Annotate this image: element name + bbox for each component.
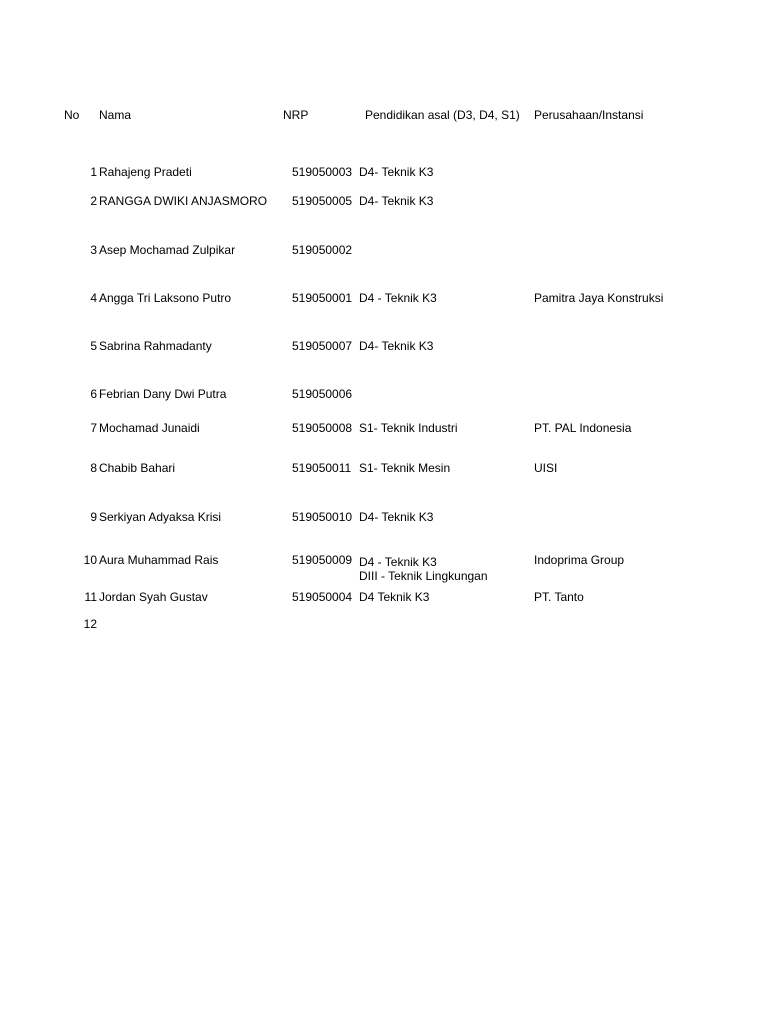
pendidikan-line: D4- Teknik K3: [359, 510, 434, 524]
row-nrp: 519050003: [292, 165, 353, 179]
row-perusahaan: Pamitra Jaya Konstruksi: [534, 291, 664, 305]
row-nrp: 519050010: [292, 510, 353, 524]
pendidikan-line: S1- Teknik Industri: [359, 421, 458, 435]
row-no: 5: [90, 339, 97, 353]
row-nrp: 519050004: [292, 590, 353, 604]
row-no: 8: [90, 461, 97, 475]
row-pendidikan: [359, 555, 488, 583]
row-nama: Febrian Dany Dwi Putra: [99, 387, 227, 401]
row-no: 12: [83, 617, 97, 631]
row-no: 4: [90, 291, 97, 305]
row-pendidikan: [359, 165, 433, 179]
row-nama: Jordan Syah Gustav: [99, 590, 208, 604]
row-no: 3: [90, 243, 97, 257]
row-nrp: 519050006: [292, 387, 353, 401]
row-pendidikan: [359, 194, 433, 208]
header-no: No: [64, 108, 80, 122]
pendidikan-line: S1- Teknik Mesin: [359, 461, 451, 475]
pendidikan-line: DIII - Teknik Lingkungan: [359, 569, 488, 583]
row-no: 9: [90, 510, 97, 524]
header-pendidikan: Pendidikan asal (D3, D4, S1): [365, 108, 520, 122]
row-no: 7: [90, 421, 97, 435]
row-pendidikan: [359, 421, 458, 435]
row-nrp: 519050001: [292, 291, 353, 305]
row-perusahaan: Indoprima Group: [534, 553, 625, 567]
row-perusahaan: PT. PAL Indonesia: [534, 421, 632, 435]
row-pendidikan: [359, 590, 429, 604]
row-nrp: 519050007: [292, 339, 353, 353]
row-perusahaan: UISI: [534, 461, 558, 475]
row-nama: Sabrina Rahmadanty: [99, 339, 212, 353]
row-no: 2: [90, 194, 97, 208]
row-pendidikan: [359, 339, 433, 353]
row-pendidikan: [359, 291, 437, 305]
row-nrp: 519050011: [292, 461, 352, 475]
row-nama: Aura Muhammad Rais: [99, 553, 219, 567]
row-nama: Angga Tri Laksono Putro: [99, 291, 232, 305]
pendidikan-line: D4 Teknik K3: [359, 590, 430, 604]
row-nama: Asep Mochamad Zulpikar: [99, 243, 236, 257]
row-nama: RANGGA DWIKI ANJASMORO: [99, 194, 268, 208]
row-pendidikan: [359, 510, 433, 524]
row-nama: Serkiyan Adyaksa Krisi: [99, 510, 222, 524]
pendidikan-line: D4- Teknik K3: [359, 194, 434, 208]
row-perusahaan: PT. Tanto: [534, 590, 584, 604]
row-no: 10: [83, 553, 97, 567]
row-no: 11: [84, 590, 97, 604]
row-nama: Chabib Bahari: [99, 461, 176, 475]
row-nrp: 519050009: [292, 553, 353, 567]
row-nama: Mochamad Junaidi: [99, 421, 200, 435]
row-no: 1: [90, 165, 97, 179]
header-nama: Nama: [99, 108, 132, 122]
row-nrp: 519050002: [292, 243, 353, 257]
row-no: 6: [90, 387, 97, 401]
row-pendidikan: [359, 461, 450, 475]
header-nrp: NRP: [283, 108, 309, 122]
row-nrp: 519050008: [292, 421, 353, 435]
pendidikan-line: D4- Teknik K3: [359, 165, 434, 179]
header-perusahaan: Perusahaan/Instansi: [534, 108, 644, 122]
pendidikan-line: D4 - Teknik K3: [359, 555, 437, 569]
row-nama: Rahajeng Pradeti: [99, 165, 192, 179]
pendidikan-line: D4- Teknik K3: [359, 339, 434, 353]
pendidikan-line: D4 - Teknik K3: [359, 291, 437, 305]
row-nrp: 519050005: [292, 194, 353, 208]
